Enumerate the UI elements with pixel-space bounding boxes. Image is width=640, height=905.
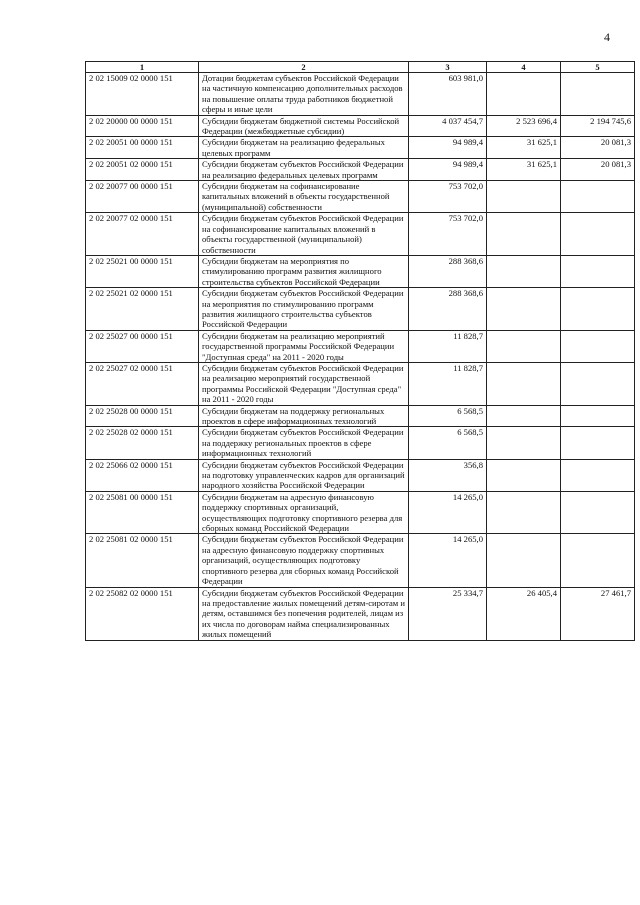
budget-name-cell: Субсидии бюджетам на софинансирование капитальных вложений в объекты государственной (муниципальной) собственности [199,181,409,213]
budget-code-cell: 2 02 25027 02 0000 151 [86,362,199,405]
value-col4-cell: 31 625,1 [487,159,561,181]
value-col5-cell [561,181,635,213]
value-col5-cell [561,405,635,427]
budget-name-cell: Субсидии бюджетам на поддержку региональных проектов в сфере информационных технологий [199,405,409,427]
table-row [86,213,635,256]
budget-name-cell: Субсидии бюджетам на мероприятия по стимулированию программ развития жилищного строительства субъектов Российской Федерации [199,255,409,287]
table-row [86,534,635,587]
value-col5-cell [561,255,635,287]
budget-table [85,61,635,641]
value-col4-cell [487,362,561,405]
value-col3-cell: 6 568,5 [409,405,487,427]
table-row [86,491,635,534]
budget-name-cell: Субсидии бюджетам на реализацию мероприятий государственной программы Российской Федерации "Доступная среда" на 2011 - 2020 годы [199,330,409,362]
budget-code-cell: 2 02 20000 00 0000 151 [86,115,199,137]
value-col5-cell: 27 461,7 [561,587,635,640]
value-col4-cell [487,330,561,362]
column-header: 1 [86,62,199,73]
table-row [86,427,635,459]
budget-code-cell: 2 02 20051 00 0000 151 [86,137,199,159]
budget-name-cell: Субсидии бюджетам субъектов Российской Федерации на софинансирование капитальных вложений в объекты государственной (муниципальной) собственности [199,213,409,256]
value-col5-cell: 2 194 745,6 [561,115,635,137]
value-col5-cell [561,288,635,331]
value-col4-cell [487,427,561,459]
value-col5-cell [561,73,635,116]
value-col3-cell: 288 368,6 [409,255,487,287]
table-row [86,330,635,362]
table-header-row [86,62,635,73]
budget-code-cell: 2 02 25066 02 0000 151 [86,459,199,491]
column-header: 2 [199,62,409,73]
table-row [86,405,635,427]
value-col4-cell [487,73,561,116]
budget-name-cell: Субсидии бюджетам субъектов Российской Федерации на реализацию мероприятий государственной программы Российской Федерации "Доступная среда" на 2011 - 2020 годы [199,362,409,405]
budget-code-cell: 2 02 25027 00 0000 151 [86,330,199,362]
value-col4-cell [487,255,561,287]
table-row [86,459,635,491]
budget-name-cell: Субсидии бюджетам субъектов Российской Федерации на поддержку региональных проектов в сфере информационных технологий [199,427,409,459]
budget-name-cell: Субсидии бюджетам бюджетной системы Российской Федерации (межбюджетные субсидии) [199,115,409,137]
value-col5-cell [561,362,635,405]
value-col4-cell [487,459,561,491]
value-col3-cell: 6 568,5 [409,427,487,459]
table-row [86,137,635,159]
value-col4-cell: 2 523 696,4 [487,115,561,137]
budget-code-cell: 2 02 25081 02 0000 151 [86,534,199,587]
budget-code-cell: 2 02 20077 00 0000 151 [86,181,199,213]
table-row [86,255,635,287]
value-col3-cell: 11 828,7 [409,330,487,362]
budget-name-cell: Субсидии бюджетам субъектов Российской Федерации на подготовку управленческих кадров для организаций народного хозяйства Российской Федерации [199,459,409,491]
value-col3-cell: 603 981,0 [409,73,487,116]
budget-code-cell: 2 02 25021 00 0000 151 [86,255,199,287]
value-col4-cell [487,213,561,256]
column-header: 5 [561,62,635,73]
budget-name-cell: Дотации бюджетам субъектов Российской Федерации на частичную компенсацию дополнительных расходов на повышение оплаты труда работников бюджетной сферы и иные цели [199,73,409,116]
value-col4-cell [487,288,561,331]
budget-code-cell: 2 02 25021 02 0000 151 [86,288,199,331]
value-col3-cell: 94 989,4 [409,137,487,159]
table-row [86,587,635,640]
table-row [86,362,635,405]
value-col4-cell: 26 405,4 [487,587,561,640]
budget-code-cell: 2 02 15009 02 0000 151 [86,73,199,116]
budget-name-cell: Субсидии бюджетам субъектов Российской Федерации на предоставление жилых помещений детям-сиротам и детям, оставшимся без попечения родителей, лицам из их числа по договорам найма специализированных жилых помещений [199,587,409,640]
value-col3-cell: 14 265,0 [409,534,487,587]
budget-code-cell: 2 02 20051 02 0000 151 [86,159,199,181]
value-col5-cell [561,459,635,491]
value-col4-cell [487,405,561,427]
table-row [86,288,635,331]
budget-name-cell: Субсидии бюджетам субъектов Российской Федерации на реализацию федеральных целевых программ [199,159,409,181]
column-header: 4 [487,62,561,73]
value-col3-cell: 25 334,7 [409,587,487,640]
budget-name-cell: Субсидии бюджетам субъектов Российской Федерации на адресную финансовую поддержку спортивных организаций, осуществляющих подготовку спортивного резерва для сборных команд Российской Федерации [199,534,409,587]
value-col3-cell: 753 702,0 [409,213,487,256]
budget-code-cell: 2 02 25028 00 0000 151 [86,405,199,427]
budget-code-cell: 2 02 25082 02 0000 151 [86,587,199,640]
budget-code-cell: 2 02 25081 00 0000 151 [86,491,199,534]
value-col4-cell: 31 625,1 [487,137,561,159]
value-col5-cell: 20 081,3 [561,137,635,159]
column-header: 3 [409,62,487,73]
value-col5-cell [561,534,635,587]
budget-name-cell: Субсидии бюджетам на реализацию федеральных целевых программ [199,137,409,159]
value-col5-cell [561,491,635,534]
budget-code-cell: 2 02 20077 02 0000 151 [86,213,199,256]
value-col4-cell [487,534,561,587]
table-row [86,159,635,181]
table-row [86,115,635,137]
value-col5-cell: 20 081,3 [561,159,635,181]
value-col3-cell: 753 702,0 [409,181,487,213]
table-row [86,181,635,213]
budget-name-cell: Субсидии бюджетам на адресную финансовую поддержку спортивных организаций, осуществляющих подготовку спортивного резерва для сборных команд Российской Федерации [199,491,409,534]
value-col3-cell: 288 368,6 [409,288,487,331]
value-col3-cell: 94 989,4 [409,159,487,181]
value-col4-cell [487,181,561,213]
page-number: 4 [604,30,610,44]
value-col3-cell: 356,8 [409,459,487,491]
value-col5-cell [561,427,635,459]
value-col3-cell: 4 037 454,7 [409,115,487,137]
value-col5-cell [561,213,635,256]
value-col5-cell [561,330,635,362]
value-col3-cell: 11 828,7 [409,362,487,405]
value-col4-cell [487,491,561,534]
table-row [86,73,635,116]
budget-code-cell: 2 02 25028 02 0000 151 [86,427,199,459]
value-col3-cell: 14 265,0 [409,491,487,534]
budget-name-cell: Субсидии бюджетам субъектов Российской Федерации на мероприятия по стимулированию программ развития жилищного строительства субъектов Российской Федерации [199,288,409,331]
